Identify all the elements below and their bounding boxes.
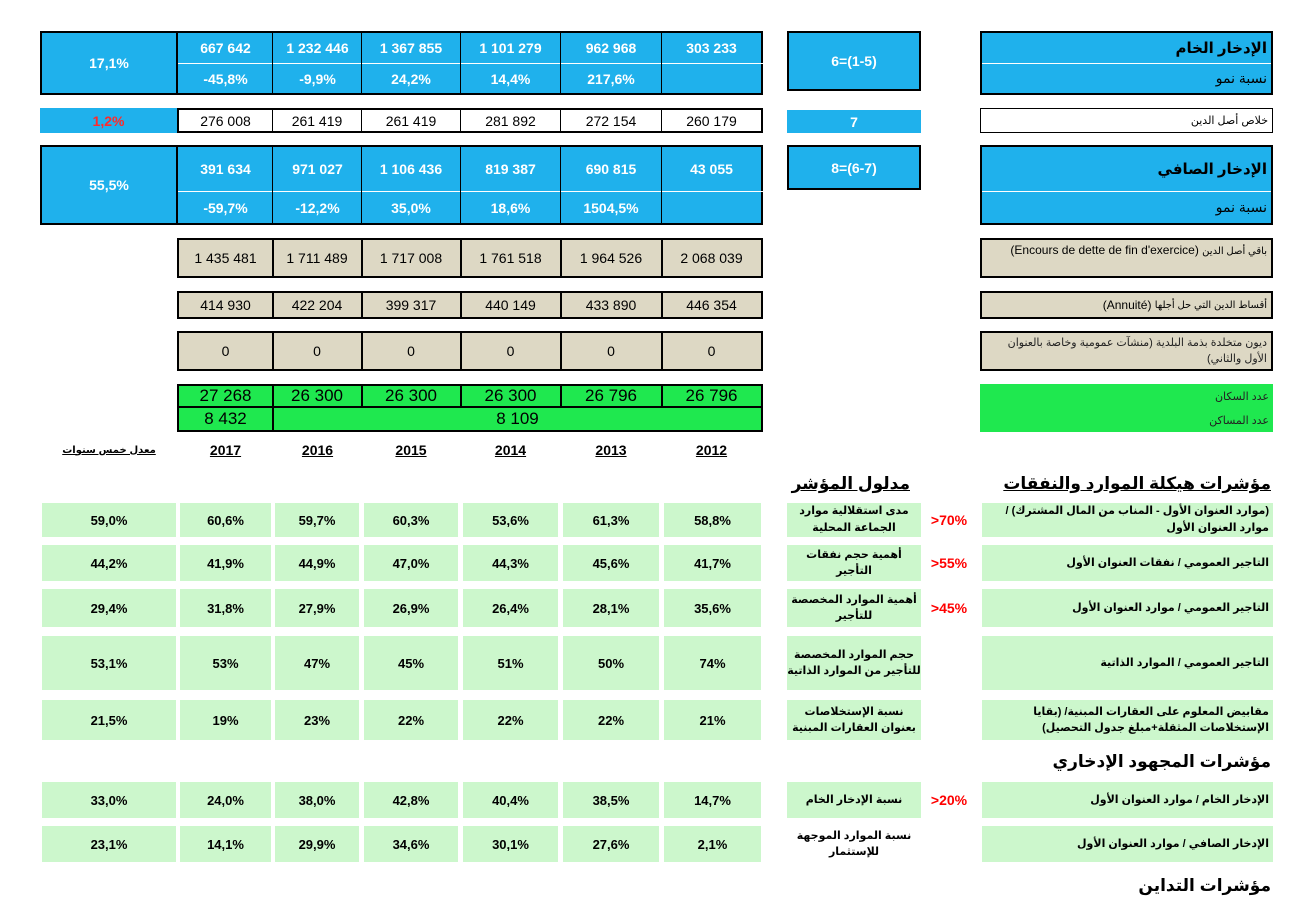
indicator-value: 53% — [180, 636, 271, 690]
indicator-value: 22% — [364, 700, 458, 740]
indicator-avg: 29,4% — [42, 589, 176, 627]
indicator-value: 60,3% — [364, 503, 458, 537]
value-cell: 1 435 481 — [194, 250, 257, 266]
year-2017: 2017 — [209, 442, 242, 458]
growth-cell: -45,8% — [178, 64, 273, 93]
value-cell: 819 387 — [461, 147, 560, 191]
value-cell: 690 815 — [561, 147, 661, 191]
value-cell: 1 367 855 — [362, 33, 460, 63]
indicator-value: 53,6% — [463, 503, 558, 537]
indicator-value: 23% — [275, 700, 359, 740]
gross-savings-avg: 17,1% — [42, 33, 176, 93]
indicator-value: 14,7% — [664, 782, 761, 818]
indicator-value: 14,1% — [180, 826, 271, 862]
label-fr: (Encours de dette de fin d'exercice) — [1010, 243, 1199, 257]
indicator-value: 61,3% — [563, 503, 659, 537]
value-cell: 261 419 — [385, 112, 437, 129]
indicator-label: التاجير العمومي / موارد العنوان الأول — [982, 589, 1273, 627]
value-cell: 0 — [221, 343, 230, 359]
value-cell: 26 300 — [385, 386, 437, 405]
indicator-meaning: أهمية الموارد المخصصة للتأجير — [787, 589, 921, 627]
indicator-threshold: >70% — [930, 512, 968, 528]
population-label: عدد السكان — [980, 384, 1273, 408]
label-ar: باقي أصل الدين — [1202, 246, 1267, 257]
growth-cell: -9,9% — [274, 64, 361, 93]
value-cell: 0 — [707, 343, 716, 359]
debt-principal-avg: 1,2% — [40, 108, 177, 133]
label-ar: أقساط الدين التي حل أجلها — [1154, 299, 1267, 311]
value-cell: 0 — [407, 343, 415, 359]
value-cell: 422 204 — [291, 297, 343, 313]
indicator-value: 41,9% — [180, 545, 271, 581]
indicator-avg: 53,1% — [42, 636, 176, 690]
net-savings-growth-label: نسبة نمو — [1215, 199, 1267, 215]
indicator-meaning: حجم الموارد المخصصة للتأجير من الموارد الذاتية — [787, 636, 921, 690]
value-cell: 261 419 — [291, 112, 343, 129]
value-cell: 667 642 — [178, 33, 273, 63]
indicator-avg: 23,1% — [42, 826, 176, 862]
growth-cell: -12,2% — [274, 192, 361, 223]
indicator-avg: 44,2% — [42, 545, 176, 581]
indicator-value: 22% — [463, 700, 558, 740]
growth-cell: 24,2% — [362, 64, 460, 93]
indicator-value: 26,9% — [364, 589, 458, 627]
indicator-value: 59,7% — [275, 503, 359, 537]
gross-savings-label: الإدخار الخام — [1175, 40, 1267, 57]
indicator-value: 47,0% — [364, 545, 458, 581]
indicator-value: 74% — [664, 636, 761, 690]
indicator-meaning: مدى استقلالية موارد الجماعة المحلية — [787, 503, 921, 537]
value-cell: 440 149 — [485, 297, 536, 313]
year-2016: 2016 — [301, 442, 334, 458]
value-cell: 43 055 — [662, 147, 761, 191]
section-structure-title: مؤشرات هيكلة الموارد والنفقات — [1003, 474, 1271, 493]
label-fr: (Annuité) — [1102, 298, 1152, 312]
debt-principal-formula: 7 — [787, 110, 921, 133]
value-cell: 1 964 526 — [579, 250, 643, 266]
indicator-value: 50% — [563, 636, 659, 690]
indicator-value: 38,5% — [563, 782, 659, 818]
value-cell: 2 068 039 — [680, 250, 743, 266]
value-cell: 971 027 — [274, 147, 361, 191]
indicator-value: 40,4% — [463, 782, 558, 818]
value-cell: 281 892 — [485, 112, 536, 129]
indicator-value: 21% — [664, 700, 761, 740]
debt-principal-label: خلاص أصل الدين — [980, 108, 1273, 133]
indicator-avg: 21,5% — [42, 700, 176, 740]
indicator-value: 27,6% — [563, 826, 659, 862]
indicator-value: 45,6% — [563, 545, 659, 581]
value-cell: 276 008 — [200, 112, 251, 129]
annuity-label — [980, 291, 1273, 319]
value-cell: 27 268 — [199, 386, 252, 405]
indicator-label: مقابيض المعلوم على العقارات المبنية/ (بقايا الإستخلاصات المثقلة+مبلغ جدول التحصيل) — [982, 700, 1273, 740]
growth-cell — [662, 192, 761, 223]
value-cell: 26 300 — [484, 386, 537, 405]
value-cell: 26 796 — [685, 386, 738, 405]
indicator-value: 41,7% — [664, 545, 761, 581]
value-cell: 391 634 — [178, 147, 273, 191]
dwellings-2017: 8 432 — [204, 409, 247, 428]
indicator-threshold: >20% — [930, 792, 968, 808]
growth-cell: 1504,5% — [561, 192, 661, 223]
year-2012: 2012 — [695, 442, 728, 458]
indicator-value: 31,8% — [180, 589, 271, 627]
indicator-value: 34,6% — [364, 826, 458, 862]
indicator-value: 44,3% — [463, 545, 558, 581]
section-debt-title: مؤشرات التداين — [1138, 876, 1271, 895]
indicator-label: الإدخار الخام / موارد العنوان الأول — [982, 782, 1273, 818]
net-savings-formula: 8=(6-7) — [787, 145, 921, 190]
avg-header: معدل خمس سنوات — [62, 444, 156, 456]
value-cell: 0 — [313, 343, 321, 359]
growth-cell: 217,6% — [561, 64, 661, 93]
indicator-label: التاجير العمومي / الموارد الذاتية — [982, 636, 1273, 690]
indicator-threshold: >55% — [930, 555, 968, 571]
net-savings-avg: 55,5% — [42, 147, 176, 223]
value-cell: 0 — [607, 343, 615, 359]
indicator-meaning: نسبة الإستخلاصات بعنوان العقارات المبنية — [787, 700, 921, 740]
value-cell: 1 106 436 — [362, 147, 460, 191]
indicator-value: 44,9% — [275, 545, 359, 581]
municipal-debts-label: ديون متخلدة بذمة البلدية (منشآت عمومية وخاصة بالعنوان الأول والثاني) — [980, 331, 1273, 371]
indicator-value: 38,0% — [275, 782, 359, 818]
value-cell: 1 717 008 — [379, 250, 443, 266]
growth-cell: -59,7% — [178, 192, 273, 223]
indicator-value: 45% — [364, 636, 458, 690]
value-cell: 446 354 — [686, 297, 737, 313]
growth-cell: 18,6% — [461, 192, 560, 223]
net-savings-label: الإدخار الصافي — [1157, 161, 1267, 178]
indicator-threshold: >45% — [930, 600, 968, 616]
year-2015: 2015 — [395, 442, 427, 458]
value-cell: 1 711 489 — [286, 250, 348, 266]
indicator-meaning: نسبة الموارد الموجهة للإستثمار — [796, 829, 912, 858]
indicator-value: 42,8% — [364, 782, 458, 818]
growth-cell: 14,4% — [461, 64, 560, 93]
indicator-value: 19% — [180, 700, 271, 740]
value-cell: 433 890 — [585, 297, 637, 313]
indicator-value: 26,4% — [463, 589, 558, 627]
value-cell: 26 796 — [585, 386, 637, 405]
growth-cell — [662, 64, 761, 93]
value-cell: 26 300 — [291, 386, 343, 405]
indicator-label: التاجير العمومي / نفقات العنوان الأول — [982, 545, 1273, 581]
year-2013: 2013 — [595, 442, 627, 458]
indicator-value: 24,0% — [180, 782, 271, 818]
indicator-value: 28,1% — [563, 589, 659, 627]
indicator-avg: 33,0% — [42, 782, 176, 818]
gross-savings-growth-label: نسبة نمو — [1215, 70, 1267, 86]
value-cell: 962 968 — [561, 33, 661, 63]
indicator-value: 30,1% — [463, 826, 558, 862]
value-cell: 414 930 — [200, 297, 251, 313]
value-cell: 272 154 — [585, 112, 637, 129]
value-cell: 0 — [506, 343, 515, 359]
indicator-value: 60,6% — [180, 503, 271, 537]
indicator-meaning: نسبة الإدخار الخام — [787, 782, 921, 818]
value-cell: 303 233 — [662, 33, 761, 63]
indicator-avg: 59,0% — [42, 503, 176, 537]
indicator-value: 29,9% — [275, 826, 359, 862]
indicator-value: 47% — [275, 636, 359, 690]
indicator-meaning: أهمية حجم نفقات التأجير — [787, 545, 921, 581]
meaning-column-title: مدلول المؤشر — [791, 474, 910, 493]
year-2014: 2014 — [494, 442, 527, 458]
indicator-value: 58,8% — [664, 503, 761, 537]
indicator-label: الإدخار الصافي / موارد العنوان الأول — [982, 826, 1273, 862]
dwellings-rest: 8 109 — [496, 409, 539, 428]
value-cell: 1 232 446 — [274, 33, 361, 63]
indicator-value: 51% — [463, 636, 558, 690]
dwellings-label: عدد المساكن — [980, 408, 1273, 432]
value-cell: 1 101 279 — [461, 33, 560, 63]
gross-savings-formula: 6=(1-5) — [787, 31, 921, 91]
growth-cell: 35,0% — [362, 192, 460, 223]
indicator-label: (موارد العنوان الأول - المناب من المال المشترك) / موارد العنوان الأول — [982, 503, 1273, 537]
indicator-value: 35,6% — [664, 589, 761, 627]
outstanding-debt-label — [980, 238, 1273, 278]
value-cell: 1 761 518 — [479, 250, 542, 266]
indicator-value: 22% — [563, 700, 659, 740]
value-cell: 399 317 — [385, 297, 437, 313]
value-cell: 260 179 — [686, 112, 737, 129]
section-savings-title: مؤشرات المجهود الإدخاري — [1052, 752, 1271, 771]
indicator-value: 2,1% — [664, 826, 761, 862]
indicator-value: 27,9% — [275, 589, 359, 627]
